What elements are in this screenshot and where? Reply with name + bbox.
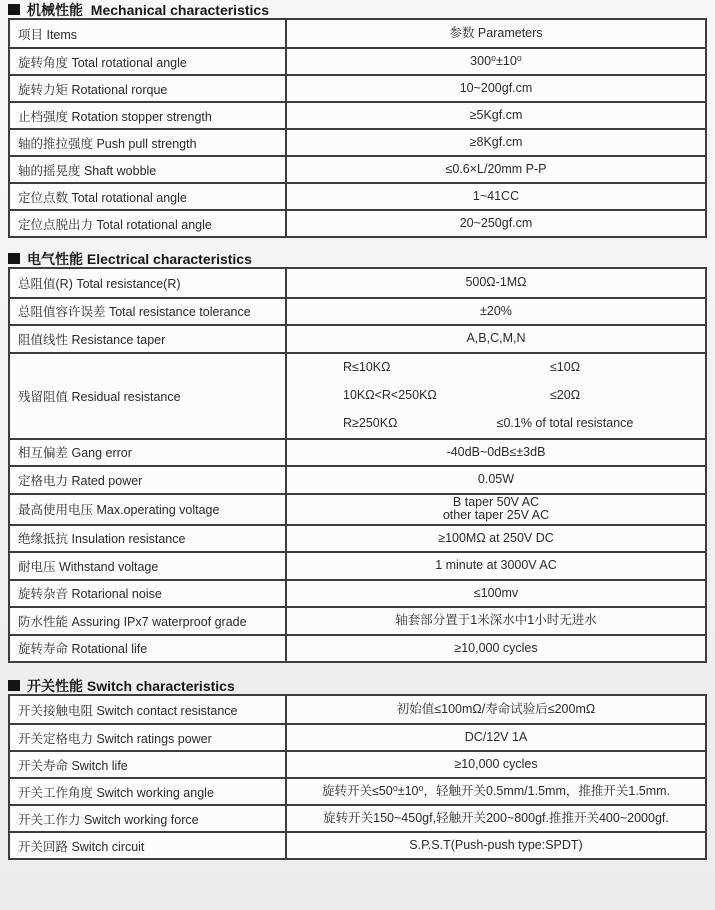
value-cell: ≥10,000 cycles [454, 640, 538, 655]
value-cell: ±20% [480, 303, 512, 318]
condition-text: R≤10KΩ [343, 359, 391, 374]
value-cell: 500Ω-1MΩ [465, 275, 527, 289]
value-cell: 1~41CC [472, 188, 520, 203]
value-cell: 轴套部分置于1米深水中1小时无进水 [395, 613, 597, 627]
table-row [10, 579, 705, 607]
item-cell: 最高使用电压 Max.operating voltage [10, 495, 287, 524]
item-cell: 相互偏差 Gang error [10, 440, 287, 466]
electrical-table [8, 267, 707, 663]
item-cell: 防水性能 Assuring IPx7 waterproof grade [10, 608, 287, 634]
value-cell [287, 495, 705, 524]
table-row [10, 269, 705, 297]
item-cell: 开关寿命 Switch life [10, 752, 287, 777]
table-row [10, 551, 705, 579]
item-cell: 开关回路 Switch circuit [10, 833, 287, 858]
section-switch [8, 678, 707, 860]
value-subrow [287, 354, 705, 382]
value-cell: ≥100MΩ at 250V DC [438, 530, 554, 545]
section-marker-icon [8, 4, 20, 15]
value-cell: 初始值≤100mΩ/寿命试验后≤200mΩ [396, 701, 596, 716]
table-row [10, 831, 705, 858]
table-row [10, 182, 705, 209]
table-row [10, 209, 705, 236]
table-row [10, 804, 705, 831]
value-cell: ≤100mv [473, 585, 519, 600]
section-marker-icon [8, 253, 20, 264]
table-row [10, 634, 705, 662]
item-cell: 定位点脱出力 Total rotational angle [10, 211, 287, 236]
item-cell: 止档强度 Rotation stopper strength [10, 103, 287, 128]
item-cell: 轴的摇晃度 Shaft wobble [10, 157, 287, 182]
table-row [10, 524, 705, 552]
table-row [10, 128, 705, 155]
switch-table [8, 694, 707, 860]
table-row [10, 438, 705, 466]
table-row [10, 606, 705, 634]
item-cell: 耐电压 Withstand voltage [10, 553, 287, 579]
table-row [10, 101, 705, 128]
table-row [10, 750, 705, 777]
value-cell: 0.05W [477, 472, 515, 486]
value-subrow [287, 382, 705, 410]
section-title-text: 机械性能 Mechanical characteristics [27, 1, 269, 18]
item-cell: 绝缘抵抗 Insulation resistance [10, 526, 287, 552]
item-cell: 旋转力矩 Rotational rorque [10, 76, 287, 101]
condition-value: ≤0.1% of total resistance [496, 415, 634, 430]
condition-text: 10KΩ<R<250KΩ [343, 387, 437, 402]
value-cell: -40dB~0dB≤±3dB [446, 444, 546, 459]
value-cell [287, 354, 705, 438]
value-cell: A,B,C,M,N [466, 331, 526, 345]
table-row [10, 74, 705, 101]
table-row [10, 324, 705, 352]
table-row [10, 297, 705, 325]
section-title [8, 2, 707, 17]
section-title [8, 251, 707, 266]
value-cell: 300⁰±10⁰ [470, 53, 522, 68]
value-cell: ≥10,000 cycles [454, 756, 538, 771]
section-title [8, 678, 707, 693]
value-cell: DC/12V 1A [464, 729, 528, 744]
value-line: other taper 25V AC [442, 508, 550, 522]
value-cell: 旋转开关≤50⁰±10⁰，轻触开关0.5mm/1.5mm，推推开关1.5mm. [321, 783, 671, 798]
item-cell: 总阻值容许误差 Total resistance tolerance [10, 299, 287, 325]
item-cell: 轴的推拉强度 Push pull strength [10, 130, 287, 155]
value-line: B taper 50V AC [452, 494, 540, 509]
item-cell: 开关工作角度 Switch working angle [10, 779, 287, 804]
table-row [10, 465, 705, 493]
value-cell: 参数 Parameters [449, 25, 543, 40]
value-cell: 1 minute at 3000V AC [435, 558, 557, 572]
value-cell: ≥8Kgf.cm [469, 134, 523, 149]
mechanical-table [8, 18, 707, 238]
table-row [10, 155, 705, 182]
section-title-text: 开关性能 Switch characteristics [27, 677, 235, 694]
value-cell: ≤0.6×L/20mm P-P [445, 161, 547, 176]
item-cell: 旋转角度 Total rotational angle [10, 49, 287, 74]
item-cell: 开关接触电阻 Switch contact resistance [10, 696, 287, 723]
value-cell: 20~250gf.cm [459, 215, 533, 230]
table-row [10, 493, 705, 524]
item-cell: 项目 Items [10, 20, 287, 47]
section-title-text: 电气性能 Electrical characteristics [27, 250, 252, 267]
table-row [10, 47, 705, 74]
item-cell: 旋转寿命 Rotational life [10, 636, 287, 662]
item-cell: 总阻值(R) Total resistance(R) [10, 269, 287, 297]
item-cell: 定格电力 Rated power [10, 467, 287, 493]
condition-value: ≤10Ω [549, 359, 581, 374]
section-electrical [8, 251, 707, 663]
condition-value: ≤20Ω [549, 387, 581, 402]
value-cell: S.P.S.T(Push-push type:SPDT) [409, 837, 583, 852]
section-marker-icon [8, 680, 20, 691]
item-cell: 阻值线性 Resistance taper [10, 326, 287, 352]
table-row [10, 696, 705, 723]
item-cell: 旋转杂音 Rotarional noise [10, 581, 287, 607]
table-row [10, 352, 705, 438]
item-cell: 残留阻值 Residual resistance [10, 354, 287, 438]
value-cell: 10~200gf.cm [459, 80, 533, 95]
value-cell: ≥5Kgf.cm [469, 107, 523, 122]
item-cell: 开关工作力 Switch working force [10, 806, 287, 831]
item-cell: 定位点数 Total rotational angle [10, 184, 287, 209]
table-row [10, 723, 705, 750]
item-cell: 开关定格电力 Switch ratings power [10, 725, 287, 750]
table-row [10, 777, 705, 804]
table-header-row [10, 20, 705, 47]
condition-text: R≥250KΩ [343, 415, 398, 430]
value-subrow [287, 410, 705, 438]
section-mechanical [8, 2, 707, 238]
value-cell: 旋转开关150~450gf,轻触开关200~800gf.推推开关400~2000gf. [323, 810, 669, 825]
